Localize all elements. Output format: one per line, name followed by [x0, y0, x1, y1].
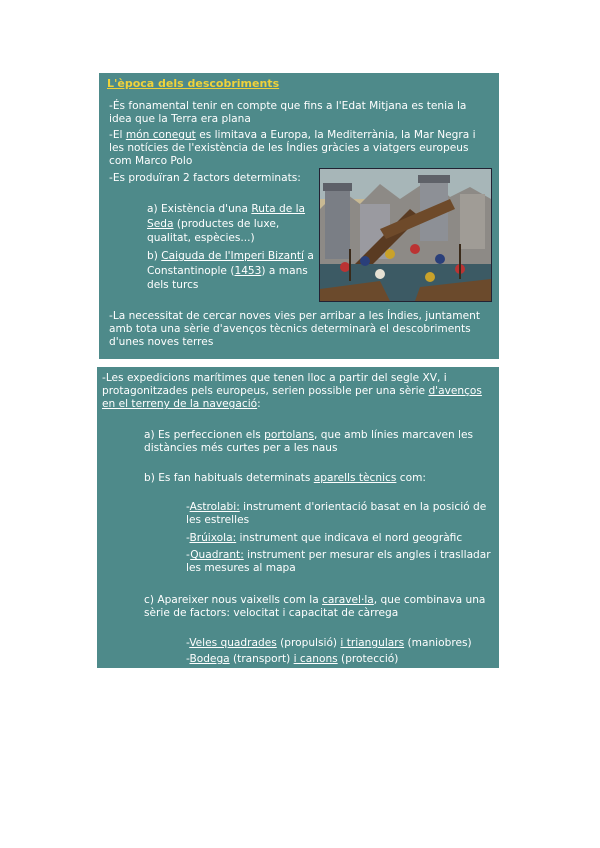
item-a-portolans [144, 429, 489, 455]
paragraph-new-routes: -La necessitat de cercar noves vies per arribar a les Índies, juntament amb tota una sèrie d'avenços tècnics determinarà el descobriments d'unes noves terres [109, 310, 480, 349]
text: : [257, 398, 261, 411]
underlined-term: 1453 [234, 264, 262, 277]
text: (productes de luxe, qualitat, espècies...) [147, 217, 280, 244]
text: a Constantinople ( [147, 250, 314, 277]
underlined-term: caravel·la [322, 594, 374, 606]
underlined-term: Ruta de la Seda [147, 203, 306, 230]
text: b) [147, 250, 162, 262]
underlined-term: Veles quadrades [189, 637, 277, 649]
factor-b [147, 249, 315, 293]
text: -El [109, 129, 126, 141]
slide-title: L'època dels descobriments [107, 77, 280, 90]
text: ) a mans dels turcs [147, 264, 308, 291]
underlined-term: i triangulars [340, 637, 405, 649]
paragraph-intro [102, 372, 494, 412]
caravel-sails: -Veles quadrades (propulsió) i triangulars (maniobres) [186, 637, 472, 649]
text: (maniobres) [404, 637, 472, 649]
underlined-term: i canons [293, 653, 338, 665]
underlined-term: Quadrant: [190, 549, 244, 561]
text: es limitava a Europa, la Mediterrània, la Mar Negra i les notícies de l'existència de les Índies gràcies a viatgers europeus com Marco Polo [109, 129, 476, 168]
text: a) Es perfeccionen els [144, 429, 265, 441]
underlined-term: aparells tècnics [313, 472, 397, 484]
text: , que amb línies marcaven les distàncies més curtes per a les naus [144, 429, 474, 455]
text: (transport) [229, 653, 294, 665]
underlined-term: d'avenços en el terreny de la navegació [102, 385, 482, 411]
text: -Les expedicions marítimes que tenen lloc a partir del segle XV, i protagonitzades pels europeus, serien possible per una sèrie [102, 372, 447, 398]
text: c) Apareixer nous vaixells com la [144, 594, 323, 606]
instrument-astrolabe: -Astrolabi: instrument d'orientació basat en la posició de les estrelles [186, 501, 487, 527]
text: com: [396, 472, 426, 484]
text: b) Es fan habituals determinats [144, 472, 314, 484]
underlined-term: Caiguda de l'Imperi Bizantí [161, 250, 304, 262]
item-b-instruments [144, 472, 489, 485]
instrument-compass: -Brúixola: instrument que indicava el nord geogràfic [186, 532, 463, 544]
text: instrument que indicava el nord geogràfic [236, 532, 463, 544]
siege-of-constantinople-image [319, 168, 492, 302]
text: instrument per mesurar els angles i traslladar les mesures al mapa [186, 549, 491, 575]
caravel-hold: -Bodega (transport) i canons (protecció) [186, 653, 399, 665]
underlined-term: Brúixola: [189, 532, 237, 544]
slide-navigation-advances [97, 367, 499, 668]
paragraph-factors: -Es produïran 2 factors determinats: [109, 172, 301, 184]
text: instrument d'orientació basat en la posició de les estrelles [186, 501, 487, 527]
slide-discoveries-intro [99, 73, 499, 359]
underlined-term: Bodega [189, 653, 230, 665]
illustration [320, 169, 491, 301]
underlined-term: portolans [264, 429, 315, 441]
underlined-term: Astrolabi: [189, 501, 240, 513]
text: (propulsió) [276, 637, 341, 649]
text: , que combinava una sèrie de factors: velocitat i capacitat de càrrega [144, 594, 486, 620]
factor-a [147, 202, 315, 246]
text: (protecció) [337, 653, 399, 665]
paragraph-flat-earth: -És fonamental tenir en compte que fins a l'Edat Mitjana es tenia la idea que la Terra era plana [109, 100, 467, 126]
instrument-quadrant: -Quadrant: instrument per mesurar els angles i traslladar les mesures al mapa [186, 549, 491, 575]
underlined-term: món conegut [125, 129, 196, 141]
paragraph-known-world [109, 129, 489, 169]
item-c-caravel [144, 594, 494, 620]
text: a) Existència d'una [147, 203, 252, 215]
